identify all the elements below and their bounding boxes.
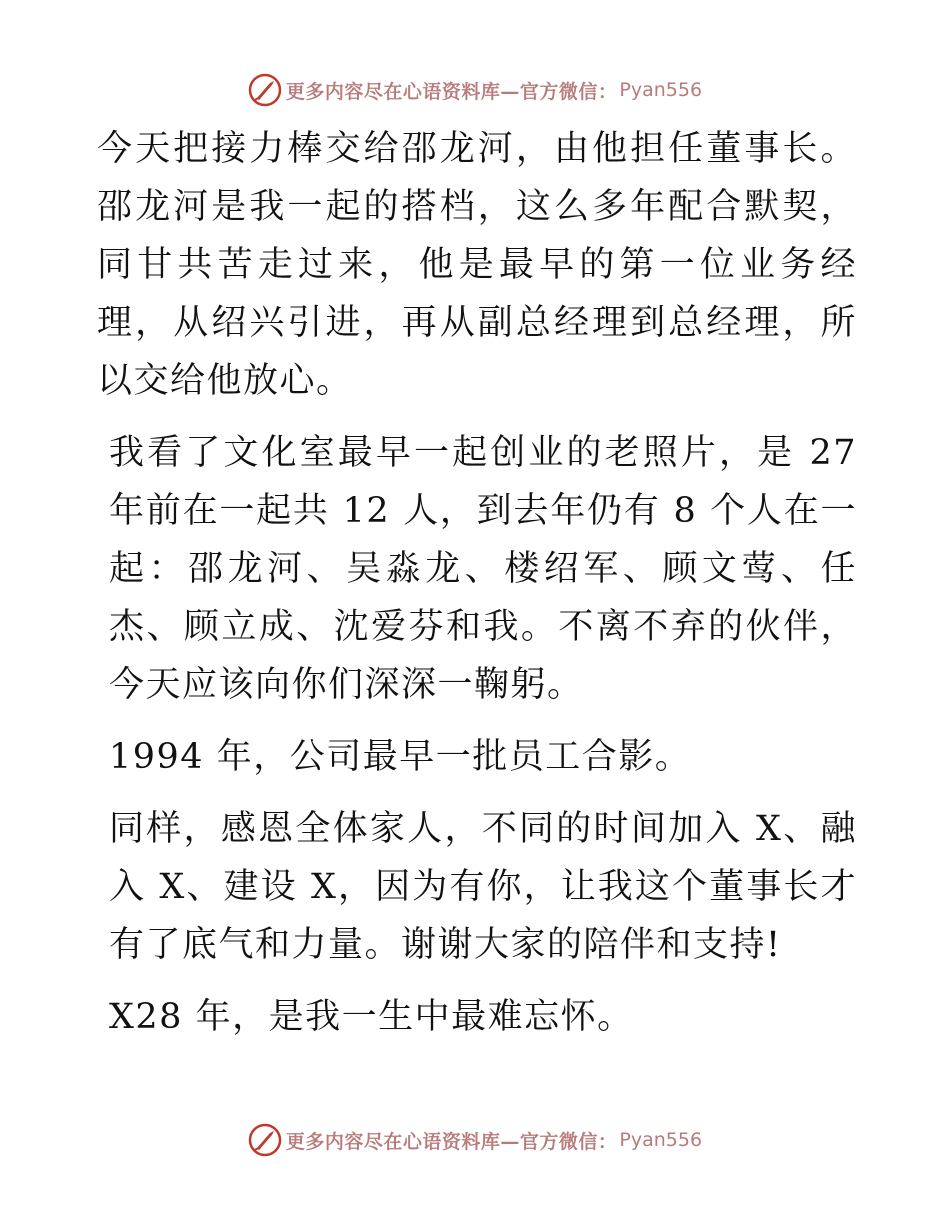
header-wechat-id: Pyan556	[619, 79, 703, 101]
paragraph: 今天把接力棒交给邵龙河，由他担任董事长。邵龙河是我一起的搭档，这么多年配合默契，同甘共苦走过来，他是最早的第一位业务经理，从绍兴引进，再从副总经理到总经理，所以交给他放心。	[97, 129, 857, 401]
paragraph: X28 年，是我一生中最难忘怀。	[109, 997, 634, 1037]
footer-wechat-id: Pyan556	[619, 1129, 703, 1151]
paragraph: 1994 年，公司最早一批员工合影。	[109, 737, 692, 777]
footer-text: 更多内容尽在心语资料库—官方微信：	[285, 1130, 618, 1153]
document-body	[97, 120, 857, 1060]
header-text: 更多内容尽在心语资料库—官方微信：	[285, 80, 618, 103]
header-banner	[0, 70, 950, 110]
paragraph: 我看了文化室最早一起创业的老照片，是 27 年前在一起共 12 人，到去年仍有 8 个人在一起：邵龙河、吴淼龙、楼绍军、顾文莺、任杰、顾立成、沈爱芬和我。不离不弃的伙伴，今天应该向你们深深一鞠躬。	[109, 433, 857, 705]
quill-pen-logo-icon	[248, 73, 282, 107]
footer-banner	[0, 1120, 950, 1160]
paragraph: 同样，感恩全体家人，不同的时间加入 X、融入 X、建设 X，因为有你，让我这个董事长才有了底气和力量。谢谢大家的陪伴和支持!	[109, 809, 857, 965]
quill-pen-logo-icon	[248, 1123, 282, 1157]
